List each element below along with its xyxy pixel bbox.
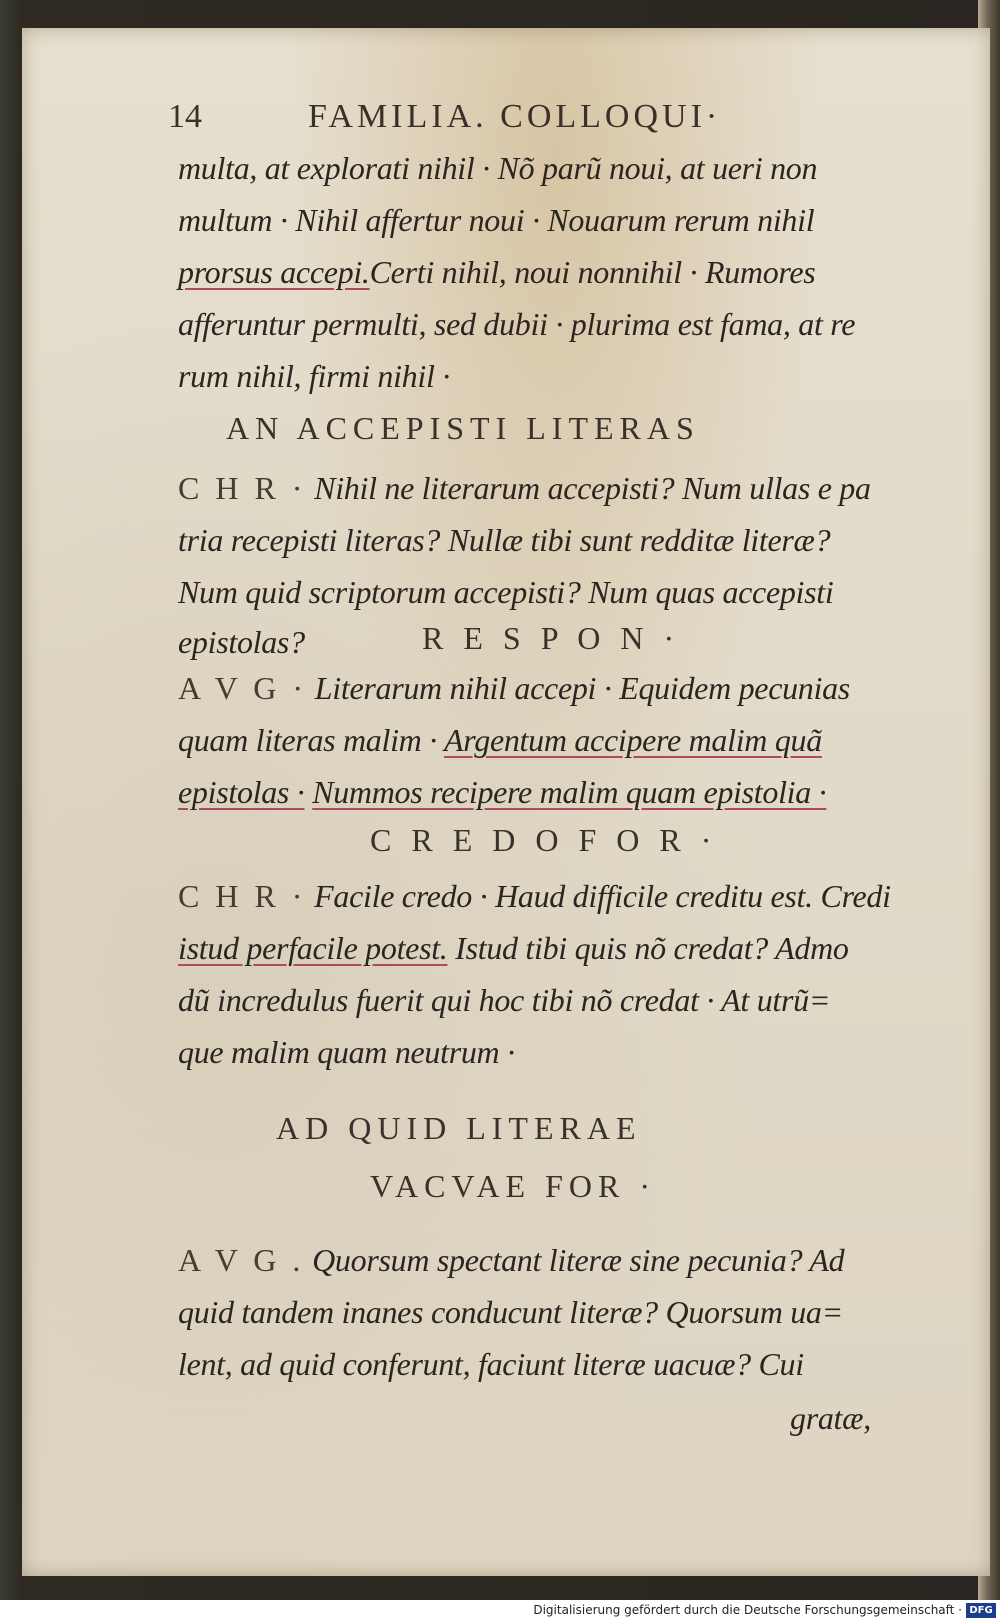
page-header [168, 98, 768, 146]
running-title: FAMILIA. COLLOQUI· [308, 98, 722, 135]
speaker-label: C H R · [178, 878, 307, 914]
text-line: dũ incredulus fuerit qui hoc tibi nõ credat · At utrũ= [178, 982, 831, 1018]
text-line: Num quid scriptorum accepisti? Num quas accepisti [178, 574, 834, 610]
text-line: afferuntur permulti, sed dubii · plurima est fama, at re [178, 306, 856, 342]
underlined-phrase: prorsus accepi. [178, 254, 370, 290]
text-line: epistolas? [178, 624, 305, 660]
underlined-phrase: Nummos recipere malim quam epistolia · [312, 774, 827, 810]
text-line: rum nihil, firmi nihil · [178, 358, 450, 394]
section-heading: AN ACCEPISTI LITERAS [226, 410, 700, 446]
speaker-label: A V G · [178, 670, 308, 706]
text-line: lent, ad quid conferunt, faciunt literæ uacuæ? Cui [178, 1346, 804, 1382]
text-line [178, 930, 908, 967]
footer-credit: Digitalisierung gefördert durch die Deutsche Forschungsgemeinschaft · [533, 1603, 962, 1617]
speaker-label: C H R · [178, 470, 307, 506]
text-line: que malim quam neutrum · [178, 1034, 515, 1070]
underlined-phrase: istud perfacile potest. [178, 930, 448, 966]
section-heading: AD QUID LITERAE [276, 1110, 642, 1146]
text-segment: Nihil ne literarum accepisti? Num ullas e pa [314, 470, 871, 506]
text-line [178, 254, 908, 291]
dfg-logo: DFG [966, 1603, 996, 1618]
footer-bar [0, 1600, 1000, 1622]
respon-heading: R E S P O N · [422, 620, 681, 656]
section-heading: C R E D O F O R · [370, 822, 718, 858]
text-segment: quam literas malim · [178, 722, 437, 758]
text-line: multa, at explorati nihil · Nõ parũ noui, at ueri non [178, 150, 818, 186]
text-segment: Facile credo · Haud difficile creditu est. Credi [314, 878, 891, 914]
underlined-phrase: Argentum accipere malim quã [444, 722, 822, 758]
text-segment: Quorsum spectant literæ sine pecunia? Ad [312, 1242, 845, 1278]
text-line: tria recepisti literas? Nullæ tibi sunt redditæ literæ? [178, 522, 831, 558]
text-line: quid tandem inanes conducunt literæ? Quorsum ua= [178, 1294, 843, 1330]
text-line [178, 1242, 908, 1279]
section-heading: VACVAE FOR · [370, 1168, 656, 1204]
text-line [178, 470, 908, 507]
speaker-label: A V G . [178, 1242, 305, 1278]
text-line [178, 722, 908, 759]
text-line [178, 670, 908, 707]
text-line [178, 774, 908, 811]
text-line [178, 878, 908, 915]
text-segment: Istud tibi quis nõ credat? Admo [455, 930, 849, 966]
page-number: 14 [168, 98, 202, 135]
text-segment: Literarum nihil accepi · Equidem pecunias [314, 670, 850, 706]
text-line: multum · Nihil affertur noui · Nouarum rerum nihil [178, 202, 815, 238]
text-segment: Certi nihil, noui nonnihil · Rumores [369, 254, 816, 290]
catchword: gratæ, [790, 1400, 871, 1436]
underlined-phrase: epistolas · [178, 774, 305, 810]
